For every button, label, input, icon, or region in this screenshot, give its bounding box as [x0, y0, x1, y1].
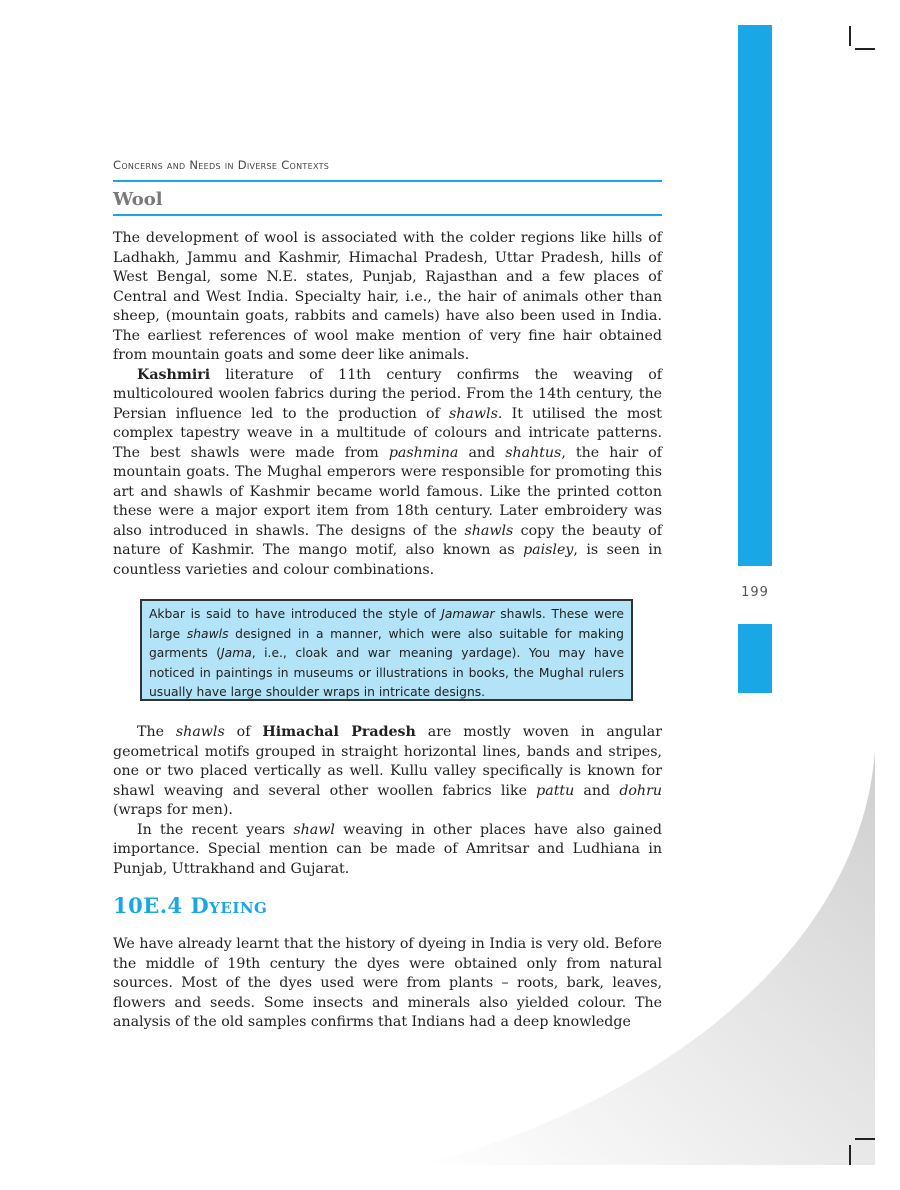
term-dohru: dohru — [619, 782, 662, 799]
side-bar-lower — [738, 624, 772, 693]
crop-mark-bottom-vertical — [849, 1145, 851, 1165]
paragraph-kashmiri: Kashmiri literature of 11th century confirms the weaving of multicoloured woolen fabrics during the period. From the 14th century, the Persian influence led to the production of shawls. It utilised the most complex tapestry weave in a multitude of colours and intricate patterns. The best shawls were made from pashmina and shahtus, the hair of mountain goats. The Mughal emperors were responsible for promoting this art and shawls of Kashmir became world famous. Like the printed cotton these were a major export item from 18th century. Later embroidery was also introduced in shawls. The designs of the shawls copy the beauty of nature of Kashmir. The mango motif, also known as paisley, is seen in countless varieties and colour combinations. — [113, 366, 663, 578]
term-shahtus: shahtus — [505, 444, 562, 461]
dyeing-text — [113, 935, 662, 1033]
wool-text — [113, 229, 662, 580]
crop-mark-bottom-horizontal — [855, 1138, 875, 1140]
term-kashmiri: Kashmiri — [137, 366, 211, 383]
paragraph-himachal: The shawls of Himachal Pradesh are mostly woven in angular geometrical motifs grouped in straight horizontal lines, bands and stripes, one or two placed vertically as well. Kullu valley specifically is known for shawl weaving and several other woollen fabrics like pattu and dohru (wraps for men). — [113, 724, 663, 818]
term-shawls: shawls — [175, 724, 225, 740]
term-shawls: shawls — [464, 522, 514, 539]
crop-mark-top-vertical — [849, 26, 851, 46]
term-paisley: paisley — [523, 542, 574, 558]
callout-box: Akbar is said to have introduced the style of Jamawar shawls. These were large shawls designed in a manner, which were also suitable for making garments (Jama, i.e., cloak and war meaning yardage). You may have noticed in paintings in museums or illustrations in books, the Mughal rulers usually have large shoulder wraps in intricate designs. — [140, 599, 633, 701]
paragraph-wool-origin: The development of wool is associated with the colder regions like hills of Ladhakh, Jammu and Kashmir, Himachal Pradesh, Uttar Pradesh, hills of West Bengal, some N.E. states, Punjab, Rajasthan and a few places of Central and West India. Specialty hair, i.e., the hair of animals other than sheep, (mountain goats, rabbits and camels) have also been used in India. The earliest references of wool make mention of very fine hair obtained from mountain goats and some deer like animals. — [113, 230, 662, 363]
paragraph-recent-years: In the recent years shawl weaving in other places have also gained importance. Special mention can be made of Amritsar and Ludhiana in Punjab, Uttrakhand and Gujarat. — [113, 821, 662, 877]
term-shawl: shawl — [293, 821, 335, 838]
running-head: Concerns and Needs in Diverse Contexts — [113, 158, 330, 172]
term-himachal-pradesh: Himachal Pradesh — [262, 724, 416, 740]
section-heading-dyeing — [113, 893, 267, 918]
section-title-rule — [113, 214, 662, 216]
crop-mark-top-horizontal — [855, 48, 875, 50]
term-jama: Jama — [221, 646, 252, 660]
term-shawls: shawls — [186, 626, 229, 641]
page-number: 199 — [741, 585, 769, 600]
term-pashmina: pashmina — [388, 444, 459, 461]
term-shawls: shawls — [449, 405, 498, 422]
heading-number: 10E.4 — [113, 893, 183, 918]
himachal-text — [113, 723, 662, 879]
term-pattu: pattu — [536, 782, 575, 799]
section-title: Wool — [113, 189, 163, 210]
term-jamawar: Jamawar — [441, 607, 495, 621]
heading-title: Dyeing — [190, 893, 268, 918]
header-rule — [113, 180, 662, 182]
side-bar-upper — [738, 25, 772, 566]
paragraph-dyeing: We have already learnt that the history of dyeing in India is very old. Before the middle of 19th century the dyes were obtained only from natural sources. Most of the dyes used were from plants – roots, bark, leaves, flowers and seeds. Some insects and minerals also yielded colour. The analysis of the old samples confirms that Indians had a deep knowledge — [113, 936, 662, 1030]
